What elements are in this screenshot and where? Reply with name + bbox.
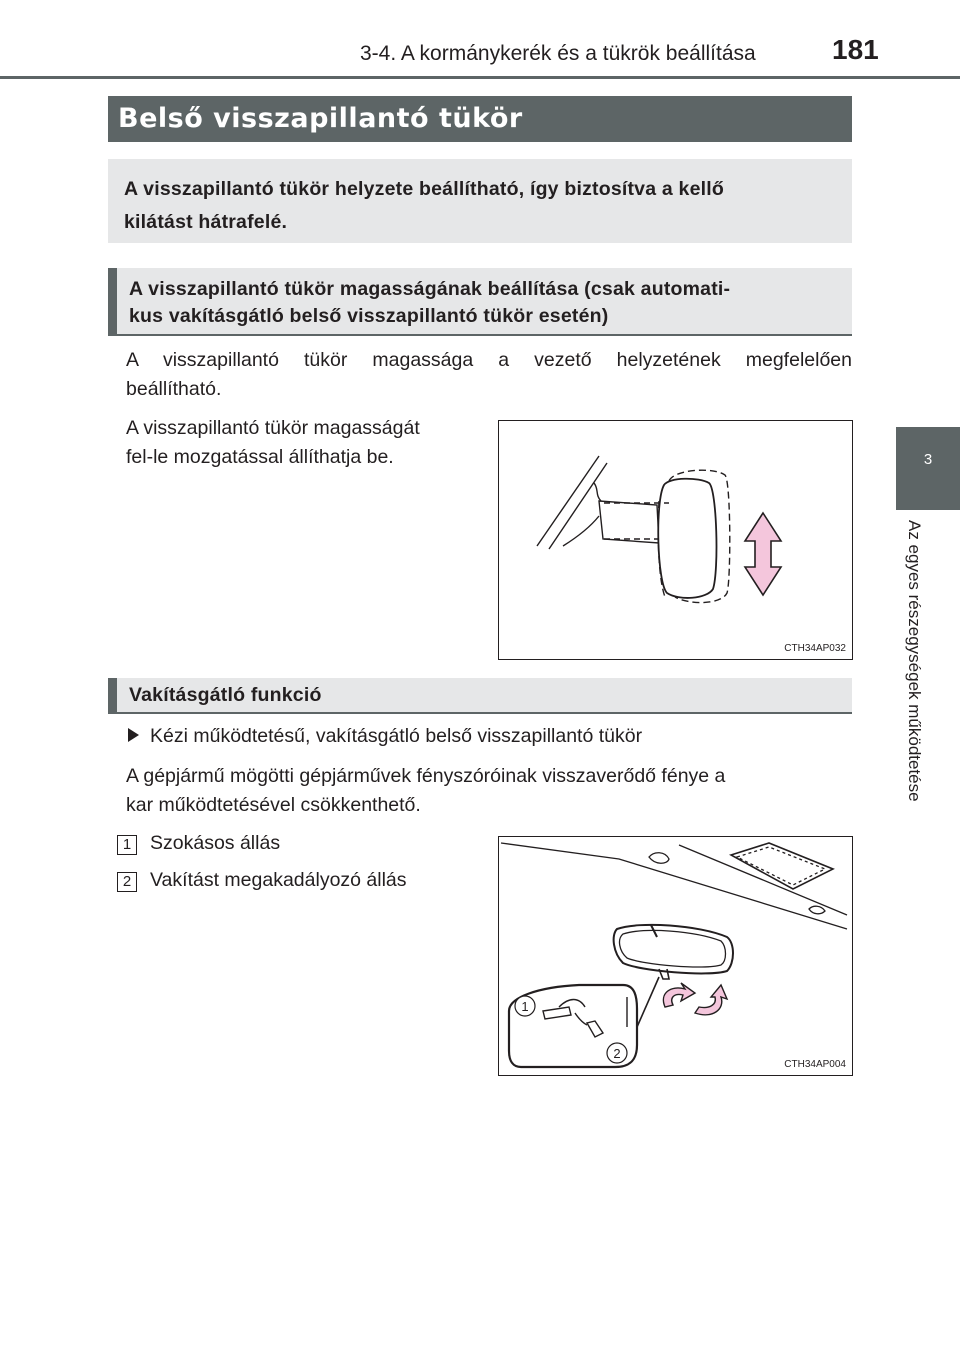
header-rule bbox=[0, 76, 960, 79]
anti-glare-figure bbox=[498, 836, 853, 1076]
chapter-tab: 3 bbox=[896, 427, 960, 510]
height-para2-line-1: A visszapillantó tükör magasságát bbox=[126, 417, 420, 439]
item-label-2: Vakítást megakadályozó állás bbox=[150, 869, 407, 891]
intro-line-2: kilátást hátrafelé. bbox=[124, 211, 288, 233]
anti-glare-heading: Vakításgátló funkció bbox=[108, 678, 852, 714]
chapter-side-title-text: Az egyes részegységek működtetése bbox=[905, 520, 924, 802]
height-adjust-heading-line-2: kus vakításgátló belső visszapillantó tükör esetén) bbox=[129, 305, 609, 327]
item-label-1: Szokásos állás bbox=[150, 832, 281, 854]
callout-number-2: 2 bbox=[613, 1046, 621, 1061]
anti-glare-para-line-1: A gépjármű mögötti gépjárművek fényszóróinak visszaverődő fénye a bbox=[126, 765, 726, 787]
intro-line-1: A visszapillantó tükör helyzete beállítható, így biztosítva a kellő bbox=[124, 178, 724, 200]
height-para2-line-2: fel-le mozgatással állíthatja be. bbox=[126, 446, 394, 468]
section-title: Belső visszapillantó tükör bbox=[108, 96, 852, 142]
height-adjust-heading bbox=[108, 268, 852, 336]
rotate-arrow-icon bbox=[663, 983, 727, 1015]
figure-code-1: CTH34AP032 bbox=[784, 643, 846, 654]
chapter-side-title bbox=[902, 520, 926, 860]
height-para1-line-2: beállítható. bbox=[126, 378, 222, 400]
anti-glare-paragraph bbox=[126, 762, 852, 820]
mirror-height-figure bbox=[498, 420, 853, 660]
anti-glare-illustration bbox=[499, 837, 851, 1074]
height-adjust-heading-line-1: A visszapillantó tükör magasságának beállítása (csak automati- bbox=[129, 278, 731, 300]
intro-box bbox=[108, 159, 852, 243]
height-adjust-paragraph-1 bbox=[126, 346, 852, 404]
height-para1-line-1: A visszapillantó tükör magassága a vezető helyzetének megfelelően bbox=[126, 349, 852, 371]
page-number: 181 bbox=[832, 34, 879, 65]
figure-code-2: CTH34AP004 bbox=[784, 1059, 846, 1070]
mirror-height-illustration bbox=[499, 421, 851, 658]
anti-glare-bullet: Kézi működtetésű, vakításgátló belső visszapillantó tükör bbox=[150, 725, 643, 747]
anti-glare-para-line-2: kar működtetésével csökkenthető. bbox=[126, 794, 421, 816]
item-number-2: 2 bbox=[117, 872, 137, 892]
running-header: 3-4. A kormánykerék és a tükrök beállítása bbox=[360, 42, 756, 65]
up-down-arrow-icon bbox=[745, 513, 781, 595]
bullet-arrow-icon bbox=[128, 728, 139, 742]
item-number-1: 1 bbox=[117, 835, 137, 855]
detail-callout bbox=[509, 977, 659, 1067]
callout-number-1: 1 bbox=[521, 999, 529, 1014]
height-adjust-paragraph-2 bbox=[126, 414, 486, 472]
